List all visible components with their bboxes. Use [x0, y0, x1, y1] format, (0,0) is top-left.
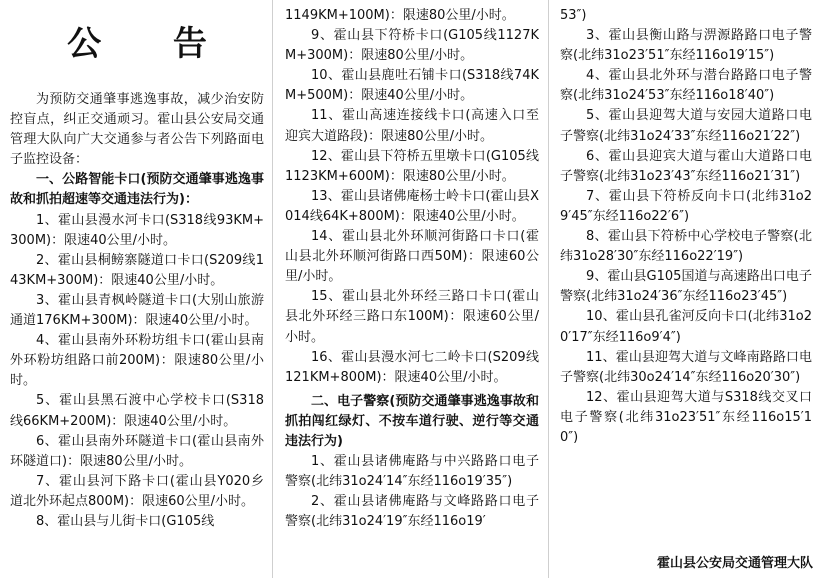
list-item: 7、霍山县河下路卡口(霍山县Y020乡道北外环起点800M)：限速60公里/小时。	[10, 473, 264, 509]
list-item: 10、霍山县孔雀河反向卡口(北纬31o20′17″东经116o9′4″)	[560, 309, 812, 345]
list-item: 9、霍山县下符桥卡口(G105线1127KM+300M)：限速80公里/小时。	[285, 28, 539, 64]
column-divider	[272, 0, 273, 578]
column-1	[10, 0, 264, 578]
list-item: 15、霍山县北外环经三路口卡口(霍山县北外环经三路口东100M)：限速60公里/小时。	[285, 289, 539, 345]
column-2	[285, 6, 539, 578]
list-item: 4、霍山县南外环粉坊组卡口(霍山县南外环粉坊组路口前200M)：限速80公里/小时。	[10, 333, 264, 389]
list-item: 7、霍山县下符桥反向卡口(北纬31o29′45″东经116o22′6″)	[560, 188, 812, 224]
list-item: 14、霍山县北外环顺河街路口卡口(霍山县北外环顺河街路口西50M)：限速60公里/小时。	[285, 229, 539, 285]
list-item: 1、霍山县诸佛庵路与中兴路路口电子警察(北纬31o24′14″东经116o19′35″)	[285, 454, 539, 490]
column-3	[560, 6, 812, 578]
list-item: 5、霍山县迎驾大道与安园大道路口电子警察(北纬31o24′33″东经116o21′22″)	[560, 108, 812, 144]
column-divider	[548, 0, 549, 578]
list-item: 6、霍山县迎宾大道与霍山大道路口电子警察(北纬31o23′43″东经116o21′31″)	[560, 148, 812, 184]
list-item: 11、霍山县迎驾大道与文峰南路路口电子警察(北纬30o24′14″东经116o20′30″)	[560, 349, 812, 385]
section-2-heading: 二、电子警察(预防交通肇事逃逸事故和抓拍闯红绿灯、不按车道行驶、逆行等交通违法行为)	[285, 393, 539, 449]
list-item: 10、霍山县鹿吐石铺卡口(S318线74KM+500M)：限速40公里/小时。	[285, 68, 539, 104]
intro-paragraph: 为预防交通肇事逃逸事故，减少治安防控盲点，纠正交通顽习。霍山县公安局交通管理大队向广大交通参与者公告下列路面电子监控设备：	[10, 92, 264, 168]
list-item: 2、霍山县桐鳑寨隧道口卡口(S209线143KM+300M)：限速40公里/小时。	[10, 252, 264, 288]
list-item: 13、霍山县诸佛庵杨士岭卡口(霍山县X014线64K+800M)：限速40公里/小时。	[285, 188, 539, 224]
list-item: 12、霍山县下符桥五里墩卡口(G105线1123KM+600M)：限速80公里/小时。	[285, 148, 539, 184]
list-item: 3、霍山县衡山路与淠源路路口电子警察(北纬31o23′51″东经116o19′15″)	[560, 28, 812, 64]
section-1-heading: 一、公路智能卡口(预防交通肇事逃逸事故和抓拍超速等交通违法行为)：	[10, 172, 264, 208]
list-item: 16、霍山县漫水河七二岭卡口(S209线121KM+800M)：限速40公里/小时。	[285, 349, 539, 385]
list-item: 8、霍山县与儿街卡口(G105线	[36, 513, 215, 529]
list-item-continued: 1149KM+100M)：限速80公里/小时。	[285, 8, 515, 23]
list-item: 1、霍山县漫水河卡口(S318线93KM+300M)：限速40公里/小时。	[10, 212, 264, 248]
list-item: 5、霍山县黑石渡中心学校卡口(S318线66KM+200M)：限速40公里/小时。	[10, 393, 264, 429]
list-item: 12、霍山县迎驾大道与S318线交叉口电子警察(北纬31o23′51″东经116o15′10″)	[560, 389, 812, 445]
list-item: 9、霍山县G105国道与高速路出口电子警察(北纬31o24′36″东经116o23′45″)	[560, 269, 812, 305]
list-item: 3、霍山县青枫岭隧道卡口(大别山旅游通道176KM+300M)：限速40公里/小时。	[10, 292, 264, 329]
list-item: 8、霍山县下符桥中心学校电子警察(北纬31o28′30″东经116o22′19″)	[560, 229, 812, 265]
signature: 霍山县公安局交通管理大队	[656, 556, 813, 571]
list-item: 2、霍山县诸佛庵路与文峰路路口电子警察(北纬31o24′19″东经116o19′	[285, 494, 539, 530]
list-item-continued: 53″)	[560, 8, 587, 23]
list-item: 4、霍山县北外环与潜台路路口电子警察(北纬31o24′53″东经116o18′40″)	[560, 68, 812, 104]
list-item: 6、霍山县南外环隧道卡口(霍山县南外环隧道口)：限速80公里/小时。	[10, 433, 264, 469]
page-title: 公 告	[67, 24, 237, 64]
list-item: 11、霍山高速连接线卡口(高速入口至迎宾大道路段)：限速80公里/小时。	[285, 108, 539, 144]
